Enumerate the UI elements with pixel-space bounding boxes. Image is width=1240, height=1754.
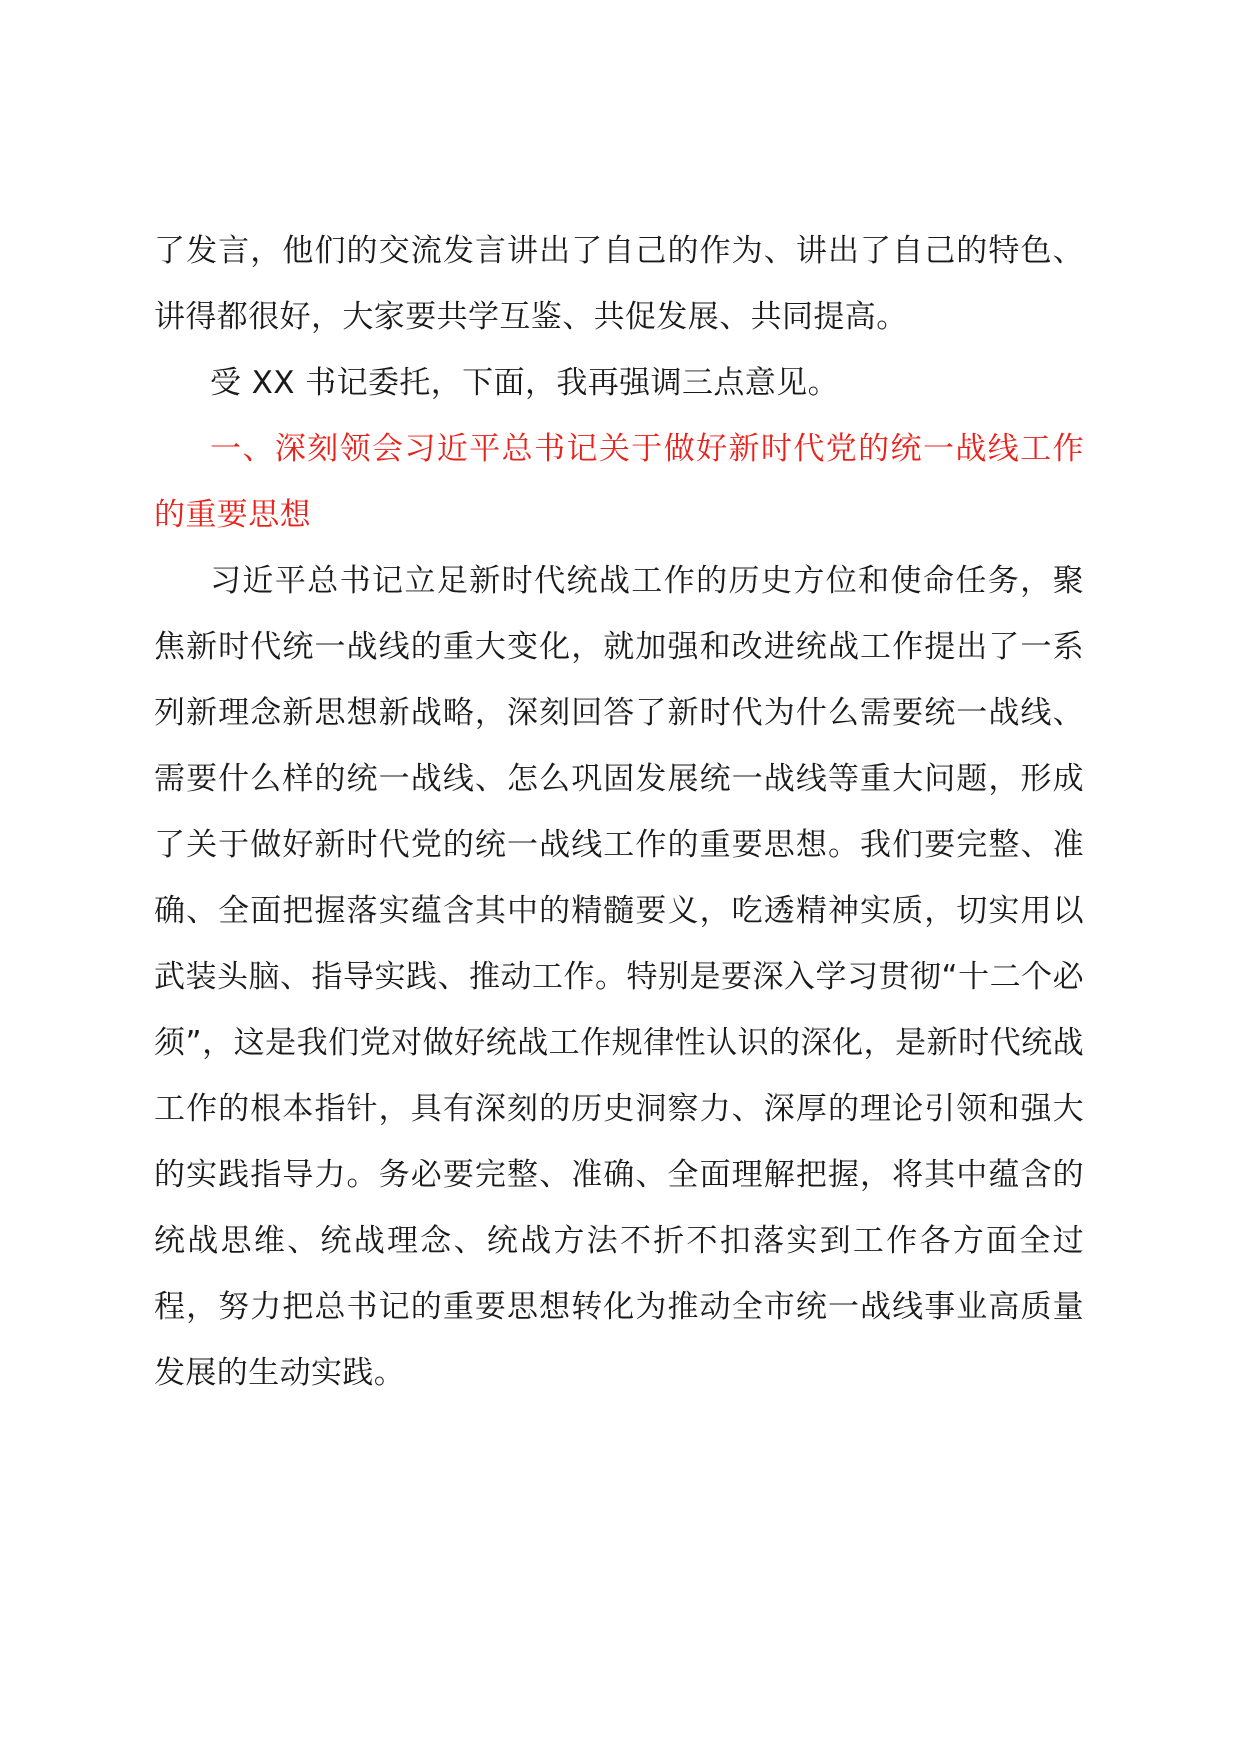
document-body: [154, 218, 1084, 1406]
paragraph-continuation: 了发言，他们的交流发言讲出了自己的作为、讲出了自己的特色、讲得都很好，大家要共学互鉴、共促发展、共同提高。: [154, 233, 1084, 335]
paragraph-entrusted-remarks: 受 XX 书记委托，下面，我再强调三点意见。: [210, 365, 839, 401]
section-heading-one: 一、深刻领会习近平总书记关于做好新时代党的统一战线工作的重要思想: [154, 431, 1084, 533]
paragraph-section-one-body: 习近平总书记立足新时代统战工作的历史方位和使命任务，聚焦新时代统一战线的重大变化，就加强和改进统战工作提出了一系列新理念新思想新战略，深刻回答了新时代为什么需要统一战线、需要什么样的统一战线、怎么巩固发展统一战线等重大问题，形成了关于做好新时代党的统一战线工作的重要思想。我们要完整、准确、全面把握落实蕴含其中的精髓要义，吃透精神实质，切实用以武装头脑、指导实践、推动工作。特别是要深入学习贯彻“十二个必须”，这是我们党对做好统战工作规律性认识的深化，是新时代统战工作的根本指针，具有深刻的历史洞察力、深厚的理论引领和强大的实践指导力。务必要完整、准确、全面理解把握，将其中蕴含的统战思维、统战理念、统战方法不折不扣落实到工作各方面全过程，努力把总书记的重要思想转化为推动全市统一战线事业高质量发展的生动实践。: [154, 563, 1084, 1391]
